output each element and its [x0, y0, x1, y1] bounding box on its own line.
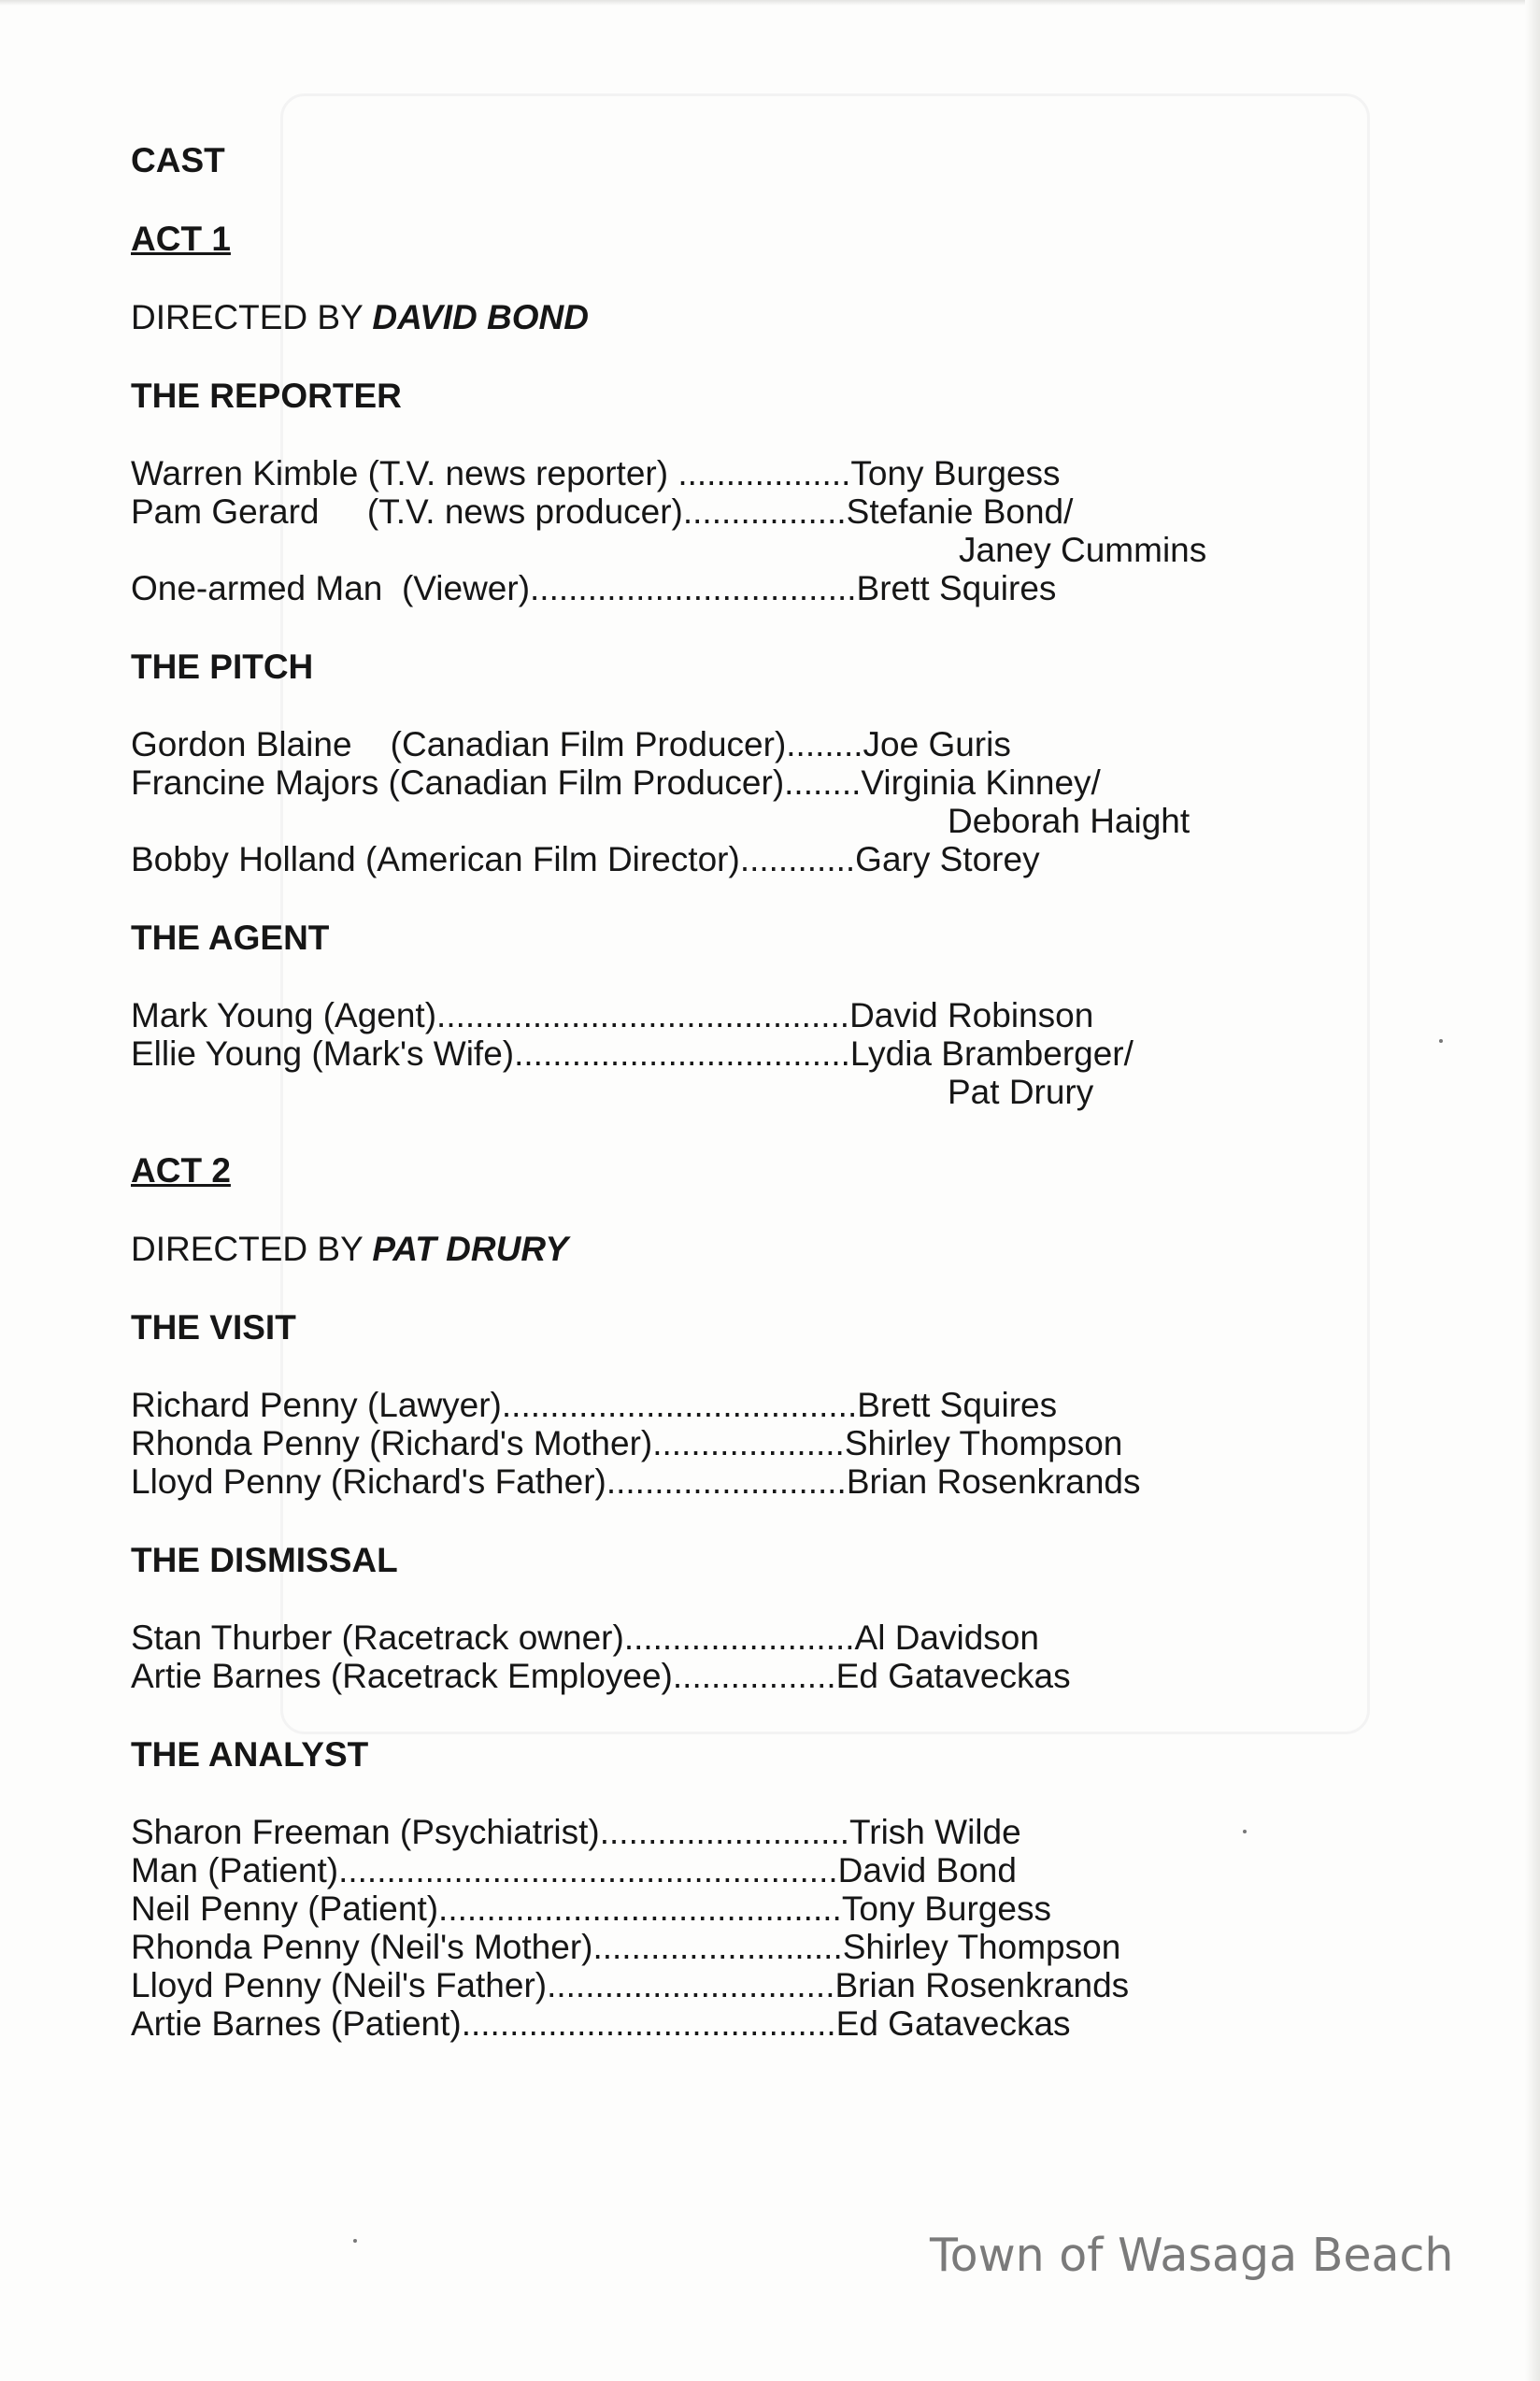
- character: Lloyd Penny (Neil's Father): [131, 1966, 548, 2004]
- actor: Shirley Thompson: [844, 1424, 1123, 1462]
- role-list: [131, 1813, 1346, 2043]
- leader-dots: ............: [739, 840, 856, 878]
- leader-dots: ..........................: [592, 1928, 843, 1966]
- character: Neil Penny (Patient): [131, 1889, 439, 1928]
- page-right-edge: [1525, 0, 1540, 2381]
- scene-the-agent: [131, 918, 1346, 1111]
- scene-title: THE ANALYST: [131, 1735, 369, 1774]
- actor: Virginia Kinney/: [861, 763, 1101, 802]
- actor: Brett Squires: [856, 569, 1057, 607]
- scene-the-analyst: [131, 1734, 1346, 2043]
- actor: Deborah Haight: [948, 802, 1191, 840]
- actor: Tony Burgess: [850, 454, 1061, 492]
- actor: Ed Gataveckas: [835, 1657, 1071, 1695]
- role-line: [131, 1462, 1346, 1501]
- actor: Brian Rosenkrands: [834, 1966, 1130, 2004]
- leader-dots: .................: [682, 492, 847, 531]
- role-line: [131, 996, 1346, 1034]
- character: Rhonda Penny (Richard's Mother): [131, 1424, 653, 1462]
- act-2-director: PAT DRURY: [372, 1230, 569, 1268]
- character: Man (Patient): [131, 1851, 339, 1889]
- leader-dots: ....................: [652, 1424, 845, 1462]
- act-2-directed-by: [131, 1229, 1346, 1270]
- role-line: [131, 2004, 1346, 2043]
- leader-dots: ..........................: [599, 1813, 850, 1851]
- role-line: [131, 1657, 1346, 1695]
- actor: Brian Rosenkrands: [846, 1462, 1141, 1501]
- character: Richard Penny (Lawyer): [131, 1386, 502, 1424]
- character: Rhonda Penny (Neil's Mother): [131, 1928, 593, 1966]
- role-line-continued: [131, 802, 1346, 840]
- leader-dots: ..................................: [530, 569, 857, 607]
- act-1-title: ACT 1: [131, 220, 231, 258]
- leader-dots: ........................: [623, 1618, 855, 1657]
- character: Warren Kimble (T.V. news reporter): [131, 454, 678, 492]
- scene-title: THE REPORTER: [131, 377, 402, 415]
- character: Mark Young (Agent): [131, 996, 437, 1034]
- act-2-title: ACT 2: [131, 1151, 231, 1190]
- leader-dots: ........: [784, 763, 862, 802]
- scene-title: THE DISMISSAL: [131, 1541, 398, 1579]
- leader-dots: ..............................: [547, 1966, 835, 2004]
- role-list: [131, 1618, 1346, 1695]
- actor: David Bond: [837, 1851, 1017, 1889]
- directed-by-label: DIRECTED BY: [131, 1230, 373, 1268]
- page-top-edge: [0, 0, 1540, 6]
- actor: Al Davidson: [854, 1618, 1039, 1657]
- cast-list: [131, 140, 1346, 2082]
- role-line: [131, 725, 1346, 763]
- role-line: [131, 1966, 1346, 2004]
- scene-title: THE AGENT: [131, 919, 330, 957]
- leader-dots: ..........................................: [438, 1889, 842, 1928]
- role-line: [131, 1386, 1346, 1424]
- character: Francine Majors (Canadian Film Producer): [131, 763, 785, 802]
- character: One-armed Man (Viewer): [131, 569, 531, 607]
- character: Sharon Freeman (Psychiatrist): [131, 1813, 600, 1851]
- character: Lloyd Penny (Richard's Father): [131, 1462, 606, 1501]
- act-1-director: DAVID BOND: [372, 298, 589, 336]
- scene-title: THE VISIT: [131, 1308, 296, 1347]
- actor: Pat Drury: [948, 1073, 1094, 1111]
- role-line-continued: [131, 1073, 1346, 1111]
- role-line: [131, 840, 1346, 878]
- paper-speck: [1439, 1039, 1443, 1043]
- actor: Shirley Thompson: [842, 1928, 1121, 1966]
- role-line: [131, 763, 1346, 802]
- actor: Janey Cummins: [959, 531, 1207, 569]
- leader-dots: ....................................................: [338, 1851, 838, 1889]
- scene-the-dismissal: [131, 1540, 1346, 1695]
- character: Gordon Blaine (Canadian Film Producer): [131, 725, 787, 763]
- role-line: [131, 1851, 1346, 1889]
- role-line-continued: [131, 531, 1346, 569]
- character: Bobby Holland (American Film Director): [131, 840, 740, 878]
- leader-dots: .......................................: [461, 2004, 836, 2043]
- role-line: [131, 454, 1346, 492]
- role-line: [131, 1618, 1346, 1657]
- actor: Ed Gataveckas: [835, 2004, 1071, 2043]
- scene-the-visit: [131, 1307, 1346, 1501]
- act-1-directed-by: [131, 297, 1346, 338]
- leader-dots: .....................................: [501, 1386, 858, 1424]
- role-line: [131, 1034, 1346, 1073]
- role-line: [131, 1889, 1346, 1928]
- role-line: [131, 1928, 1346, 1966]
- role-list: [131, 1386, 1346, 1501]
- leader-dots: ..................: [677, 454, 851, 492]
- character: Stan Thurber (Racetrack owner): [131, 1618, 624, 1657]
- paper-speck: [353, 2239, 357, 2243]
- character: Ellie Young (Mark's Wife): [131, 1034, 515, 1073]
- actor: Gary Storey: [855, 840, 1040, 878]
- role-list: [131, 725, 1346, 878]
- leader-dots: ...................................: [514, 1034, 850, 1073]
- character: Artie Barnes (Racetrack Employee): [131, 1657, 673, 1695]
- leader-dots: .........................: [606, 1462, 847, 1501]
- actor: David Robinson: [849, 996, 1094, 1034]
- scene-title: THE PITCH: [131, 648, 314, 686]
- cast-heading: CAST: [131, 141, 225, 179]
- scene-the-reporter: [131, 376, 1346, 607]
- directed-by-label: DIRECTED BY: [131, 298, 373, 336]
- character: Pam Gerard (T.V. news producer): [131, 492, 683, 531]
- actor: Trish Wilde: [849, 1813, 1021, 1851]
- actor: Joe Guris: [863, 725, 1011, 763]
- scene-the-pitch: [131, 647, 1346, 878]
- role-line: [131, 1424, 1346, 1462]
- actor: Brett Squires: [857, 1386, 1058, 1424]
- actor: Stefanie Bond/: [846, 492, 1074, 531]
- role-line: [131, 492, 1346, 531]
- role-line: [131, 569, 1346, 607]
- actor: Tony Burgess: [841, 1889, 1051, 1928]
- leader-dots: ...........................................: [436, 996, 850, 1034]
- archive-watermark: Town of Wasaga Beach: [930, 2229, 1454, 2282]
- role-list: [131, 454, 1346, 607]
- leader-dots: .................: [672, 1657, 836, 1695]
- character: Artie Barnes (Patient): [131, 2004, 462, 2043]
- role-list: [131, 996, 1346, 1111]
- leader-dots: ........: [786, 725, 863, 763]
- actor: Lydia Bramberger/: [849, 1034, 1134, 1073]
- role-line: [131, 1813, 1346, 1851]
